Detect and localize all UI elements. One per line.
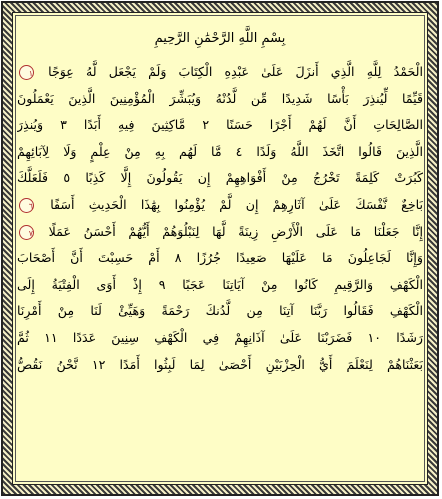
ayah-number-marker: ٧	[19, 225, 34, 240]
verse-line-text: إِنَّا جَعَلْنَا مَا عَلَى الْأَرْضِ زِينَةً لَّهَا لِنَبْلُوَهُمْ أَيُّهُمْ أَحْسَنُ عَمَلًا	[48, 223, 423, 239]
verse-line	[17, 298, 423, 325]
verse-line	[17, 59, 423, 86]
verse-line-text: الْحَمْدُ لِلَّهِ الَّذِي أَنزَلَ عَلَىٰ عَبْدِهِ الْكِتَابَ وَلَمْ يَجْعَل لَّهُ عِوَجًا	[48, 64, 423, 79]
verse-line	[17, 272, 423, 299]
verse-line-text: بَعَثْنَاهُمْ لِنَعْلَمَ أَيُّ الْحِزْبَيْنِ أَحْصَىٰ لِمَا لَبِثُوا أَمَدًا ١٢ نَّحْنُ نَقُصُّ	[17, 356, 423, 372]
verse-line-text: وَإِنَّا لَجَاعِلُونَ مَا عَلَيْهَا صَعِيدًا جُرُزًا ٨ أَمْ حَسِبْتَ أَنَّ أَصْحَابَ	[17, 250, 423, 266]
verse-line	[17, 352, 423, 379]
verse-line-text: بَاخِعٌ نَّفْسَكَ عَلَىٰ آثَارِهِمْ إِن لَّمْ يُؤْمِنُوا بِهَٰذَا الْحَدِيثِ أَسَفًا	[50, 196, 423, 212]
verse-line-text: الْكَهْفِ فَقَالُوا رَبَّنَا آتِنَا مِن لَّدُنكَ رَحْمَةً وَهَيِّئْ لَنَا مِنْ أَمْرِنَا	[17, 303, 423, 319]
basmala: بِسْمِ اللَّهِ الرَّحْمَٰنِ الرَّحِيمِ	[154, 31, 286, 46]
verse-text-block	[17, 19, 423, 478]
ornamental-border	[1, 1, 439, 496]
verse-line-text: الْكَهْفِ وَالرَّقِيمِ كَانُوا مِنْ آيَاتِنَا عَجَبًا ٩ إِذْ أَوَى الْفِتْيَةُ إِلَى	[17, 276, 423, 292]
verse-line-text: الَّذِينَ قَالُوا اتَّخَذَ اللَّهُ وَلَدًا ٤ مَّا لَهُم بِهِ مِنْ عِلْمٍ وَلَا لِآبَائِهِمْ	[17, 143, 423, 159]
text-frame	[12, 12, 428, 485]
verse-line	[17, 86, 423, 113]
verse-line	[17, 192, 423, 219]
verse-line-text: الصَّالِحَاتِ أَنَّ لَهُمْ أَجْرًا حَسَنًا ٢ مَّاكِثِينَ فِيهِ أَبَدًا ٣ وَيُنذِرَ	[17, 117, 423, 133]
ayah-number-marker: ٦	[19, 198, 34, 213]
verse-line-text: رَشَدًا ١٠ فَضَرَبْنَا عَلَىٰ آذَانِهِمْ فِي الْكَهْفِ سِنِينَ عَدَدًا ١١ ثُمَّ	[17, 329, 423, 345]
verse-line	[17, 165, 423, 192]
verse-line	[17, 139, 423, 166]
verse-line	[17, 219, 423, 246]
verse-line-text: كَبُرَتْ كَلِمَةً تَخْرُجُ مِنْ أَفْوَاهِهِمْ إِن يَقُولُونَ إِلَّا كَذِبًا ٥ فَلَعَلَّكَ	[17, 170, 423, 186]
ayah-number-marker: ١	[19, 65, 34, 80]
verse-line	[17, 325, 423, 352]
verse-line-text: قَيِّمًا لِّيُنذِرَ بَأْسًا شَدِيدًا مِّن لَّدُنْهُ وَيُبَشِّرَ الْمُؤْمِنِينَ الَّذِينَ يَعْمَلُونَ	[17, 90, 423, 106]
verse-line	[17, 245, 423, 272]
verse-line	[17, 112, 423, 139]
